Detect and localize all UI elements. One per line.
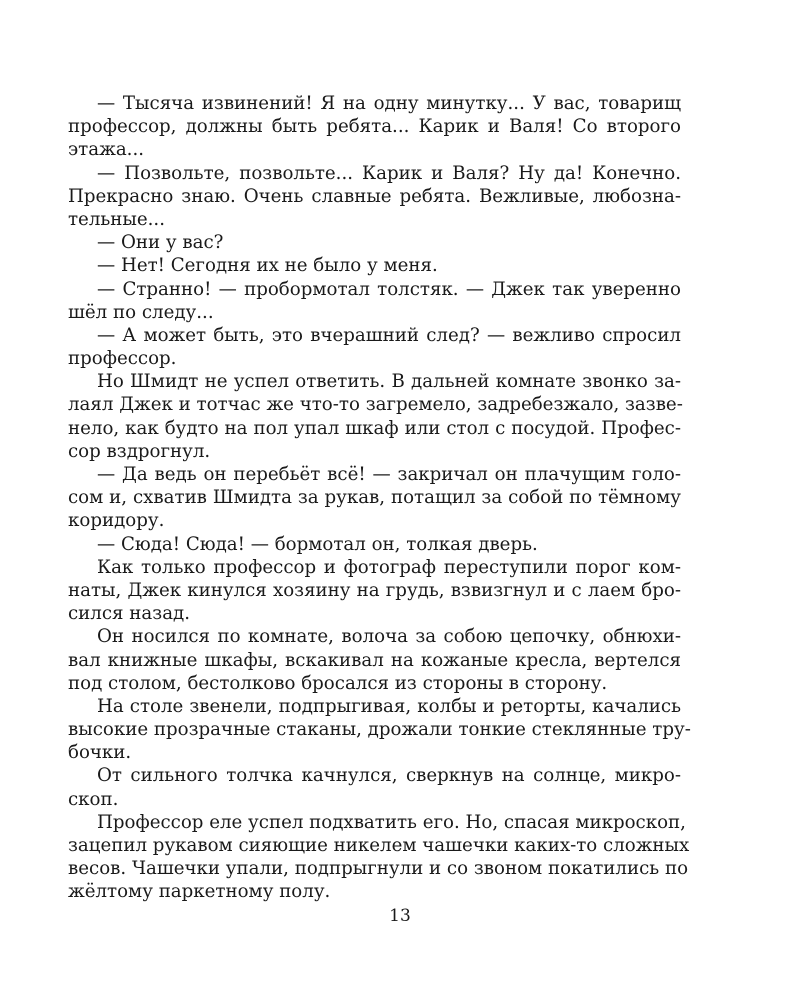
text-line: профессор, должны быть ребята... Карик и Валя! Со второго [68, 116, 681, 138]
text-line: наты, Джек кинулся хозяину на грудь, взвизгнул и с лаем бро- [68, 579, 681, 601]
text-line: жёлтому паркетному полу. [68, 881, 331, 903]
text-line: — Они у вас? [97, 232, 224, 254]
text-line: сом и, схватив Шмидта за рукав, потащил за собой по тёмному [68, 487, 681, 509]
text-line: высокие прозрачные стаканы, дрожали тонкие стеклянные тру- [68, 719, 691, 741]
text-line: профессор. [68, 348, 177, 370]
text-line: вал книжные шкафы, вскакивал на кожаные кресла, вертелся [68, 649, 681, 671]
body-text [68, 92, 691, 904]
text-line: нело, как будто на пол упал шкаф или стол с посудой. Профес- [68, 417, 681, 439]
text-line: — Сюда! Сюда! — бормотал он, толкая дверь. [97, 533, 538, 555]
page-number: 13 [389, 906, 411, 926]
text-line: сор вздрогнул. [68, 440, 211, 462]
text-line: сился назад. [68, 603, 191, 625]
text-line: — Позвольте, позвольте... Карик и Валя? Ну да! Конечно. [97, 162, 681, 184]
text-line: — А может быть, это вчерашний след? — вежливо спросил [97, 324, 681, 346]
text-line: Как только профессор и фотограф переступили порог ком- [97, 556, 681, 578]
text-line: На столе звенели, подпрыгивая, колбы и реторты, качались [97, 695, 681, 717]
text-line: — Тысяча извинений! Я на одну минутку... У вас, товарищ [97, 93, 681, 114]
text-line: Он носился по комнате, волоча за собою цепочку, обнюхи- [97, 626, 681, 648]
text-line: тельные... [68, 208, 165, 230]
text-line: Профессор еле успел подхватить его. Но, спасая микроскоп, [97, 811, 686, 833]
text-line: скоп. [68, 788, 119, 810]
text-line: От сильного толчка качнулся, сверкнув на солнце, микро- [97, 765, 681, 787]
text-line: под столом, бестолково бросался из стороны в сторону. [68, 672, 608, 694]
text-line: лаял Джек и тотчас же что-то загремело, задребезжало, зазве- [68, 394, 683, 416]
text-line: коридору. [68, 510, 165, 532]
text-line: зацепил рукавом сияющие никелем чашечки каких-то сложных [68, 835, 690, 856]
text-line: этажа... [68, 139, 145, 161]
text-line: — Нет! Сегодня их не было у меня. [97, 255, 438, 277]
text-line: — Да ведь он перебьёт всё! — закричал он плачущим голо- [97, 464, 681, 485]
text-line: шёл по следу... [68, 301, 214, 323]
text-line: Но Шмидт не успел ответить. В дальней комнате звонко за- [97, 371, 681, 393]
text-line: бочки. [68, 742, 132, 764]
text-line: — Странно! — пробормотал толстяк. — Джек так уверенно [97, 278, 681, 300]
text-line: весов. Чашечки упали, подпрыгнули и со звоном покатились по [68, 858, 689, 880]
text-line: Прекрасно знаю. Очень славные ребята. Вежливые, любозна- [68, 185, 681, 207]
